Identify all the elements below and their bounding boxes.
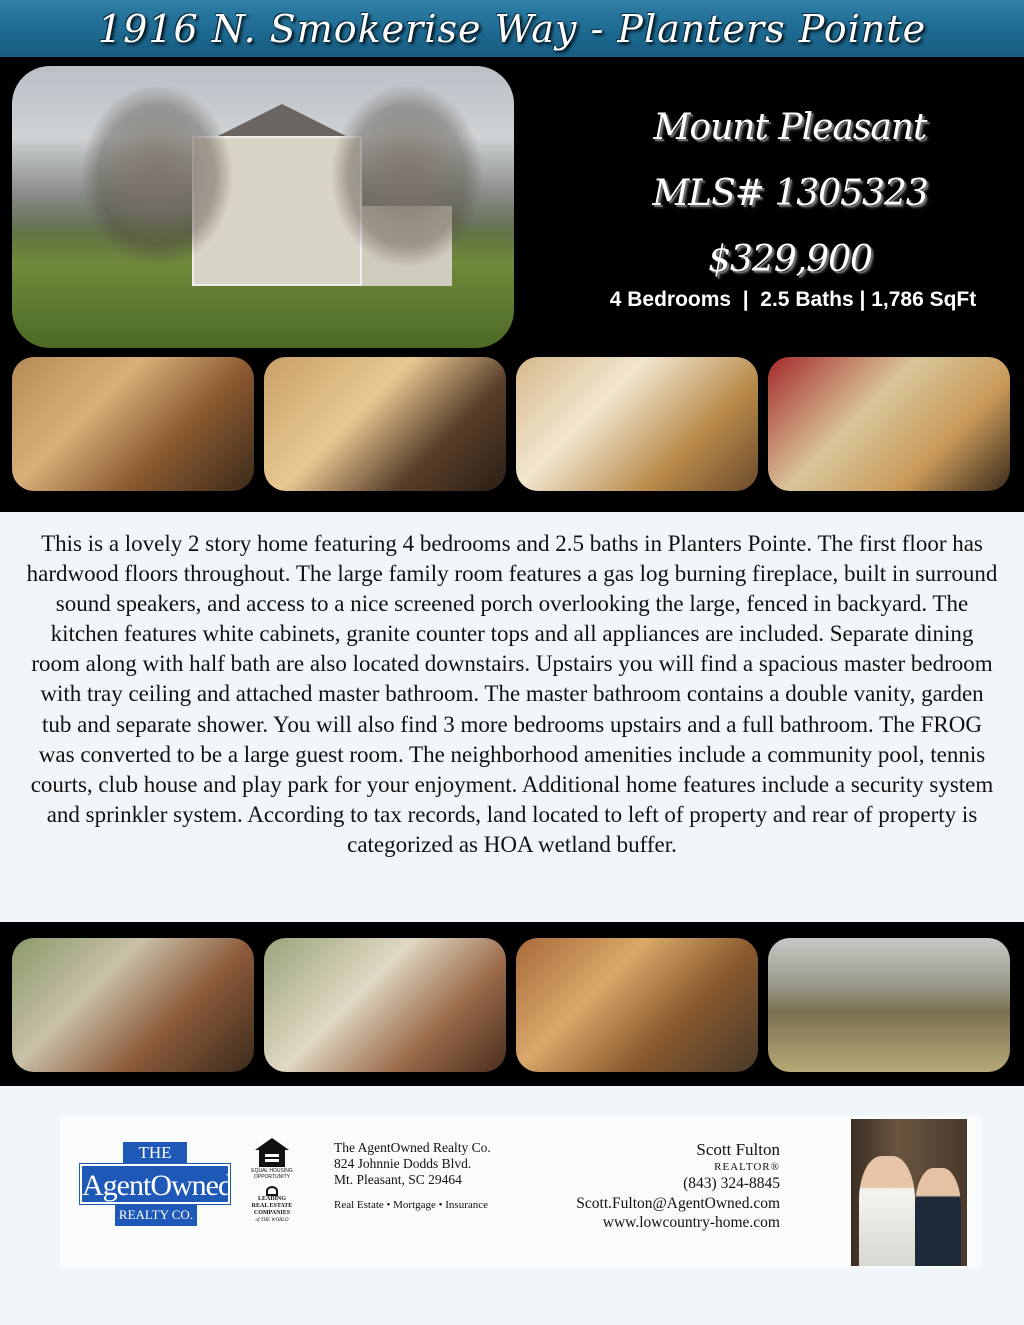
bedroom-photo	[264, 938, 506, 1072]
office-address-2: Mt. Pleasant, SC 29464	[334, 1172, 462, 1187]
agent-email: Scott.Fulton@AgentOwned.com	[576, 1194, 780, 1212]
logo-top: THE	[123, 1142, 187, 1164]
agent-name: Scott Fulton	[696, 1140, 780, 1159]
listing-title: 1916 N. Smokerise Way - Planters Pointe	[97, 6, 927, 51]
listing-stats: 4 Bedrooms | 2.5 Baths | 1,786 SqFt	[609, 288, 977, 311]
kitchen-photo	[516, 357, 758, 491]
living-room-photo	[12, 357, 254, 491]
logo-bottom: REALTY CO.	[115, 1204, 197, 1226]
mls-label: MLS# 1305323	[652, 173, 928, 214]
equal-housing-text: EQUAL HOUSING OPPORTUNITY	[251, 1168, 293, 1180]
equal-housing-logo	[250, 1138, 294, 1224]
office-address-1: 824 Johnnie Dodds Blvd.	[334, 1156, 472, 1171]
title-bar	[0, 0, 1024, 57]
leading-re-text: LEADING REAL ESTATE COMPANIES	[251, 1196, 293, 1216]
photo-band	[0, 922, 1024, 1086]
office-name: The AgentOwned Realty Co.	[334, 1140, 491, 1155]
agent-website: www.lowcountry-home.com	[602, 1214, 780, 1231]
city-label: Mount Pleasant	[653, 107, 927, 148]
leading-re-icon	[266, 1186, 278, 1196]
screened-porch-photo	[516, 938, 758, 1072]
agent-info	[540, 1140, 780, 1233]
tree-left	[82, 86, 232, 266]
leading-re-sub: of THE WORLD	[255, 1218, 289, 1223]
footer	[60, 1116, 982, 1268]
price-label: $329,900	[708, 239, 872, 280]
equal-housing-icon	[255, 1138, 289, 1168]
dining-kitchen-photo	[768, 357, 1010, 491]
house-exterior-photo	[12, 66, 514, 348]
listing-info	[580, 95, 1000, 293]
leading-re-logo	[250, 1186, 294, 1224]
hero-section	[0, 57, 1024, 512]
agent-person-1	[859, 1156, 915, 1266]
office-services: Real Estate • Mortgage • Insurance	[334, 1199, 489, 1211]
backyard-photo	[768, 938, 1010, 1072]
agentowned-logo	[80, 1142, 230, 1228]
listing-description: This is a lovely 2 story home featuring 4 bedrooms and 2.5 baths in Planters Pointe. The first floor has hardwood floors throughout. The large family room features a gas log burning fireplace, built in surround sound speakers, and access to a nice screened porch overlooking the large, fenced in backyard. The kitchen features white cabinets, granite counter tops and all appliances are included. Separate dining room along with half bath are also located downstairs. Upstairs you will find a spacious master bedroom with tray ceiling and attached master bathroom. The master bathroom contains a double vanity, garden tub and separate shower. You will also find 3 more bedrooms upstairs and a full bathroom. The FROG was converted to be a large guest room. The neighborhood amenities include a community pool, tennis courts, club house and play park for your enjoyment. Additional home features include a security system and sprinkler system. According to tax records, land located to left of property and rear of property is categorized as HOA wetland buffer.	[26, 531, 998, 857]
family-room-photo	[264, 357, 506, 491]
master-bedroom-photo	[12, 938, 254, 1072]
agent-photo	[851, 1119, 967, 1266]
office-info	[334, 1140, 554, 1213]
tree-right	[332, 86, 482, 266]
agent-person-2	[915, 1168, 961, 1266]
logo-middle: AgentOwned	[80, 1164, 230, 1204]
agent-phone: (843) 324-8845	[683, 1175, 780, 1192]
agent-title: REALTOR®	[714, 1161, 780, 1173]
